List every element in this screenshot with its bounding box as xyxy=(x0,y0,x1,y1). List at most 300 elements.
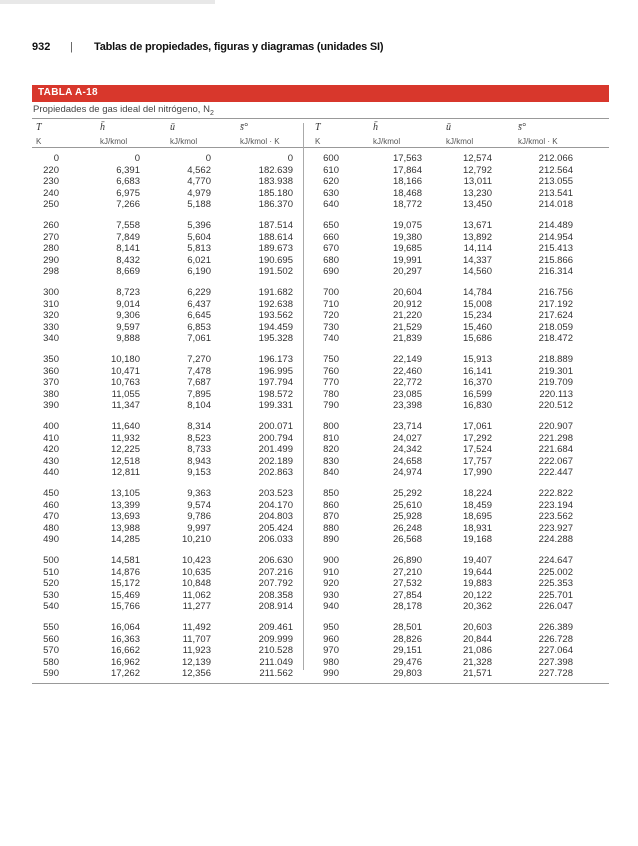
table-cell-t: 500 xyxy=(43,555,59,566)
table-cell-s: 191.682 xyxy=(258,287,293,298)
table-cell-s: 195.328 xyxy=(258,333,293,344)
table-cell-u2: 17,757 xyxy=(462,455,492,467)
table-cell-u: 8,943 xyxy=(187,455,211,467)
page-number: 932 xyxy=(32,41,51,53)
table-cell-u2: 15,008 xyxy=(462,298,492,310)
top-edge-bar xyxy=(0,0,215,4)
table-cell-h: 7,849 xyxy=(116,231,140,243)
table-cell-s2: 223.927 xyxy=(538,522,573,534)
table-cell-u2: 19,407 xyxy=(462,555,492,566)
table-cell-s: 191.502 xyxy=(258,266,293,277)
header-top-rule xyxy=(32,118,609,119)
table-cell-s: 187.514 xyxy=(258,220,293,231)
table-cell-u2: 20,362 xyxy=(462,601,492,612)
table-cell-t2: 650 xyxy=(323,220,339,231)
header-unit-h2: kJ/kmol xyxy=(373,137,401,146)
table-cell-h2: 19,685 xyxy=(392,243,422,254)
table-cell-h2: 26,248 xyxy=(392,522,422,534)
table-cell-t: 380 xyxy=(43,388,59,400)
table-cell-s2: 214.489 xyxy=(538,220,573,231)
table-cell-u2: 20,122 xyxy=(462,589,492,601)
table-cell-h2: 21,220 xyxy=(392,310,422,321)
table-cell-t: 298 xyxy=(43,266,59,277)
table-cell-h: 8,432 xyxy=(116,254,140,266)
table-cell-h: 11,640 xyxy=(111,421,140,432)
table-caption xyxy=(33,104,214,117)
table-cell-t: 530 xyxy=(43,589,59,601)
table-cell-u: 7,270 xyxy=(187,354,211,365)
table-cell-u2: 16,599 xyxy=(462,388,492,400)
table-cell-h: 16,064 xyxy=(110,622,140,633)
table-cell-u: 11,492 xyxy=(182,622,211,633)
table-cell-h: 13,399 xyxy=(110,499,140,511)
table-cell-t2: 940 xyxy=(323,601,339,612)
table-cell-h: 11,932 xyxy=(111,432,140,444)
table-cell-u2: 16,370 xyxy=(462,377,492,388)
table-cell-u: 10,210 xyxy=(181,534,211,545)
table-cell-h: 6,975 xyxy=(116,187,140,199)
table-cell-s: 190.695 xyxy=(258,254,293,266)
table-cell-s: 209.461 xyxy=(258,622,293,633)
table-cell-u2: 18,459 xyxy=(462,499,492,511)
table-cell-t: 370 xyxy=(43,377,59,388)
table-cell-h2: 28,826 xyxy=(392,633,422,645)
table-cell-u: 6,853 xyxy=(187,321,211,333)
table-cell-s2: 222.447 xyxy=(538,467,573,478)
table-cell-t: 560 xyxy=(43,633,59,645)
table-cell-u2: 17,524 xyxy=(462,444,492,455)
table-cell-h2: 29,151 xyxy=(392,645,422,656)
running-header xyxy=(32,41,383,53)
table-cell-t: 320 xyxy=(43,310,59,321)
table-cell-h: 9,597 xyxy=(116,321,140,333)
table-cell-h2: 21,839 xyxy=(392,333,422,344)
table-cell-u: 6,645 xyxy=(187,310,211,321)
table-cell-t: 330 xyxy=(43,321,59,333)
table-cell-h: 15,766 xyxy=(110,601,140,612)
table-cell-t: 490 xyxy=(43,534,59,545)
table-cell-h2: 27,210 xyxy=(392,566,422,578)
table-cell-u: 11,923 xyxy=(182,645,211,656)
table-cell-u2: 12,792 xyxy=(462,164,492,176)
table-cell-h2: 27,532 xyxy=(392,578,422,589)
table-cell-t: 550 xyxy=(43,622,59,633)
table-cell-t: 410 xyxy=(43,432,59,444)
table-cell-u: 8,104 xyxy=(187,400,211,411)
table-cell-s: 211.049 xyxy=(259,656,293,668)
table-cell-t2: 770 xyxy=(323,377,339,388)
table-cell-s2: 220.512 xyxy=(538,400,573,411)
table-cell-s2: 214.018 xyxy=(538,199,573,210)
table-cell-u: 12,356 xyxy=(181,668,211,679)
table-cell-u2: 18,695 xyxy=(462,511,492,522)
table-caption-text: Propiedades de gas ideal del nitrógeno, N xyxy=(33,104,210,115)
table-cell-u2: 20,603 xyxy=(462,622,492,633)
table-cell-t2: 760 xyxy=(323,365,339,377)
table-cell-t2: 680 xyxy=(323,254,339,266)
table-cell-t: 480 xyxy=(43,522,59,534)
table-cell-s2: 216.314 xyxy=(538,266,573,277)
table-cell-s: 0 xyxy=(287,153,293,164)
table-cell-h: 13,988 xyxy=(110,522,140,534)
table-cell-t: 250 xyxy=(43,199,59,210)
table-cell-u: 4,770 xyxy=(187,176,211,187)
table-cell-h: 6,391 xyxy=(116,164,140,176)
caption-subscript: 2 xyxy=(209,109,214,117)
table-cell-u2: 15,913 xyxy=(462,354,492,365)
table-cell-u2: 17,990 xyxy=(462,467,492,478)
table-cell-t2: 840 xyxy=(323,467,339,478)
header-unit-u: kJ/kmol xyxy=(170,137,198,146)
table-cell-u2: 19,644 xyxy=(462,566,492,578)
table-cell-s2: 223.194 xyxy=(538,499,573,511)
table-cell-s2: 213.055 xyxy=(538,176,573,187)
table-cell-u: 9,786 xyxy=(187,511,211,522)
table-cell-s: 197.794 xyxy=(258,377,293,388)
table-cell-u: 10,423 xyxy=(181,555,211,566)
table-cell-s: 205.424 xyxy=(258,522,293,534)
table-cell-h2: 25,928 xyxy=(392,511,422,522)
header-symbol-h: h̄ xyxy=(100,122,105,133)
table-cell-h2: 25,610 xyxy=(392,499,422,511)
table-cell-t: 390 xyxy=(43,400,59,411)
table-cell-u2: 18,224 xyxy=(462,488,492,499)
table-cell-u2: 13,011 xyxy=(463,176,492,187)
table-cell-h2: 24,974 xyxy=(392,467,422,478)
table-cell-h2: 27,854 xyxy=(392,589,422,601)
table-cell-h: 15,469 xyxy=(110,589,140,601)
table-cell-s: 203.523 xyxy=(258,488,293,499)
table-cell-h2: 29,476 xyxy=(392,656,422,668)
table-cell-s: 196.173 xyxy=(258,354,293,365)
table-cell-h: 11,055 xyxy=(111,388,140,400)
table-cell-h2: 26,890 xyxy=(392,555,422,566)
table-cell-s2: 220.907 xyxy=(538,421,573,432)
table-cell-t2: 710 xyxy=(323,298,339,310)
table-cell-s2: 218.889 xyxy=(538,354,573,365)
table-cell-t: 420 xyxy=(43,444,59,455)
table-cell-t2: 640 xyxy=(323,199,339,210)
table-cell-t2: 820 xyxy=(323,444,339,455)
table-cell-h: 10,471 xyxy=(110,365,140,377)
table-cell-u2: 16,830 xyxy=(462,400,492,411)
table-cell-t2: 880 xyxy=(323,522,339,534)
table-cell-h2: 25,292 xyxy=(392,488,422,499)
table-cell-h2: 20,912 xyxy=(392,298,422,310)
table-cell-s: 204.803 xyxy=(258,511,293,522)
table-cell-h: 12,225 xyxy=(110,444,140,455)
table-cell-h: 6,683 xyxy=(116,176,140,187)
table-cell-u: 10,635 xyxy=(181,566,211,578)
table-cell-h2: 24,658 xyxy=(392,455,422,467)
table-cell-h: 11,347 xyxy=(111,400,140,411)
table-cell-h: 13,105 xyxy=(110,488,140,499)
table-cell-u: 4,562 xyxy=(187,164,211,176)
table-cell-u: 9,997 xyxy=(187,522,211,534)
table-cell-t2: 630 xyxy=(323,187,339,199)
table-cell-u: 5,188 xyxy=(187,199,211,210)
table-cell-h2: 18,166 xyxy=(392,176,422,187)
table-cell-u: 8,314 xyxy=(187,421,211,432)
header-separator: | xyxy=(70,41,73,53)
table-cell-t2: 730 xyxy=(323,321,339,333)
table-cell-u: 11,707 xyxy=(182,633,211,645)
table-cell-s: 196.995 xyxy=(258,365,293,377)
table-cell-s2: 215.413 xyxy=(538,243,573,254)
table-cell-s2: 217.624 xyxy=(538,310,573,321)
table-cell-s2: 227.398 xyxy=(538,656,573,668)
table-cell-s: 200.071 xyxy=(258,421,293,432)
header-unit-h: kJ/kmol xyxy=(100,137,128,146)
header-unit-t: K xyxy=(36,137,42,146)
table-cell-h: 0 xyxy=(134,153,140,164)
table-cell-t: 360 xyxy=(43,365,59,377)
table-cell-t2: 800 xyxy=(323,421,339,432)
table-cell-s2: 213.541 xyxy=(538,187,573,199)
table-cell-t2: 990 xyxy=(323,668,339,679)
table-cell-h2: 19,075 xyxy=(392,220,422,231)
table-cell-t2: 860 xyxy=(323,499,339,511)
table-cell-t: 510 xyxy=(43,566,59,578)
table-cell-u: 6,229 xyxy=(187,287,211,298)
table-cell-s: 209.999 xyxy=(258,633,293,645)
table-cell-s2: 221.684 xyxy=(538,444,573,455)
table-cell-t: 340 xyxy=(43,333,59,344)
table-cell-s: 204.170 xyxy=(258,499,293,511)
table-cell-h2: 22,149 xyxy=(392,354,422,365)
table-cell-s: 188.614 xyxy=(258,231,293,243)
table-cell-s2: 226.389 xyxy=(538,622,573,633)
table-cell-h: 14,285 xyxy=(110,534,140,545)
table-cell-u2: 19,168 xyxy=(462,534,492,545)
table-cell-s2: 224.647 xyxy=(538,555,573,566)
table-cell-u2: 17,061 xyxy=(462,421,492,432)
table-cell-s: 210.528 xyxy=(258,645,293,656)
table-cell-t: 270 xyxy=(43,231,59,243)
table-cell-h: 17,262 xyxy=(110,668,140,679)
table-cell-h2: 21,529 xyxy=(392,321,422,333)
table-cell-u2: 13,450 xyxy=(462,199,492,210)
table-cell-t2: 810 xyxy=(323,432,339,444)
table-cell-h: 7,558 xyxy=(116,220,140,231)
table-cell-s: 208.358 xyxy=(258,589,293,601)
table-cell-s2: 225.701 xyxy=(538,589,573,601)
table-cell-h2: 20,604 xyxy=(392,287,422,298)
table-cell-t: 590 xyxy=(43,668,59,679)
table-cell-t2: 690 xyxy=(323,266,339,277)
table-cell-u2: 15,460 xyxy=(462,321,492,333)
table-cell-t: 460 xyxy=(43,499,59,511)
table-cell-s2: 222.067 xyxy=(538,455,573,467)
table-cell-t2: 610 xyxy=(323,164,339,176)
table-cell-t: 450 xyxy=(43,488,59,499)
table-cell-u: 6,190 xyxy=(187,266,211,277)
header-symbol-t2: T xyxy=(315,122,321,133)
table-cell-s: 202.863 xyxy=(258,467,293,478)
header-unit-t2: K xyxy=(315,137,321,146)
header-symbol-s2: s̄° xyxy=(518,122,526,133)
table-cell-t2: 750 xyxy=(323,354,339,365)
table-cell-t2: 960 xyxy=(323,633,339,645)
table-cell-h2: 17,563 xyxy=(392,153,422,164)
table-cell-h2: 19,380 xyxy=(392,231,422,243)
table-cell-t: 260 xyxy=(43,220,59,231)
table-cell-t: 230 xyxy=(43,176,59,187)
table-cell-t2: 950 xyxy=(323,622,339,633)
table-cell-s: 182.639 xyxy=(258,164,293,176)
table-cell-h2: 28,501 xyxy=(392,622,422,633)
table-cell-u2: 14,114 xyxy=(463,243,492,254)
table-cell-t2: 890 xyxy=(323,534,339,545)
header-symbol-t: T xyxy=(36,122,42,133)
table-cell-u: 4,979 xyxy=(187,187,211,199)
table-cell-h2: 28,178 xyxy=(392,601,422,612)
table-cell-u2: 14,784 xyxy=(462,287,492,298)
table-cell-s2: 220.113 xyxy=(539,388,573,400)
table-cell-s2: 225.353 xyxy=(538,578,573,589)
table-tag: TABLA A-18 xyxy=(38,87,98,98)
table-cell-h: 14,876 xyxy=(110,566,140,578)
column-block-separator xyxy=(303,123,304,670)
table-cell-h: 13,693 xyxy=(110,511,140,522)
table-cell-u: 11,277 xyxy=(182,601,211,612)
table-cell-t: 440 xyxy=(43,467,59,478)
table-cell-t2: 920 xyxy=(323,578,339,589)
table-cell-u2: 20,844 xyxy=(462,633,492,645)
table-cell-u2: 19,883 xyxy=(462,578,492,589)
table-cell-t2: 670 xyxy=(323,243,339,254)
table-cell-s2: 223.562 xyxy=(538,511,573,522)
table-cell-s2: 212.066 xyxy=(538,153,573,164)
table-cell-h2: 19,991 xyxy=(392,254,422,266)
table-cell-t2: 870 xyxy=(323,511,339,522)
table-cell-u2: 12,574 xyxy=(462,153,492,164)
table-cell-t: 240 xyxy=(43,187,59,199)
table-cell-h: 16,962 xyxy=(110,656,140,668)
table-cell-s: 186.370 xyxy=(258,199,293,210)
table-cell-t2: 620 xyxy=(323,176,339,187)
table-cell-h: 12,518 xyxy=(110,455,140,467)
table-cell-u2: 13,892 xyxy=(462,231,492,243)
table-cell-u2: 21,571 xyxy=(462,668,492,679)
table-cell-u: 5,396 xyxy=(187,220,211,231)
table-cell-t2: 910 xyxy=(323,566,339,578)
table-cell-t2: 790 xyxy=(323,400,339,411)
table-cell-t2: 660 xyxy=(323,231,339,243)
table-cell-h2: 26,568 xyxy=(392,534,422,545)
table-cell-s2: 227.728 xyxy=(538,668,573,679)
table-cell-s: 207.792 xyxy=(258,578,293,589)
table-cell-h: 8,669 xyxy=(116,266,140,277)
table-cell-t2: 700 xyxy=(323,287,339,298)
table-cell-t2: 970 xyxy=(323,645,339,656)
table-cell-t: 280 xyxy=(43,243,59,254)
table-cell-u2: 13,230 xyxy=(462,187,492,199)
table-cell-s: 207.216 xyxy=(258,566,293,578)
table-cell-t2: 740 xyxy=(323,333,339,344)
table-cell-h2: 18,468 xyxy=(392,187,422,199)
table-cell-u2: 18,931 xyxy=(462,522,492,534)
table-tag-bar xyxy=(32,85,609,102)
table-cell-u2: 14,560 xyxy=(462,266,492,277)
table-cell-h2: 23,398 xyxy=(392,400,422,411)
table-cell-t: 520 xyxy=(43,578,59,589)
table-cell-s: 206.033 xyxy=(258,534,293,545)
table-cell-h2: 22,460 xyxy=(392,365,422,377)
table-cell-u: 8,733 xyxy=(187,444,211,455)
table-cell-t: 290 xyxy=(43,254,59,266)
table-cell-s: 183.938 xyxy=(258,176,293,187)
table-cell-t2: 600 xyxy=(323,153,339,164)
table-cell-h: 9,014 xyxy=(116,298,140,310)
table-cell-t: 430 xyxy=(43,455,59,467)
table-cell-t2: 850 xyxy=(323,488,339,499)
table-cell-u: 5,813 xyxy=(187,243,211,254)
header-unit-s2: kJ/kmol · K xyxy=(518,137,558,146)
header-unit-s: kJ/kmol · K xyxy=(240,137,280,146)
table-cell-s2: 225.002 xyxy=(538,566,573,578)
table-cell-t: 580 xyxy=(43,656,59,668)
table-cell-h: 14,581 xyxy=(110,555,140,566)
table-cell-t: 310 xyxy=(43,298,59,310)
table-cell-u: 7,478 xyxy=(187,365,211,377)
table-cell-u: 9,574 xyxy=(187,499,211,511)
table-cell-t2: 780 xyxy=(323,388,339,400)
table-cell-t: 220 xyxy=(43,164,59,176)
header-unit-u2: kJ/kmol xyxy=(446,137,474,146)
table-cell-t2: 930 xyxy=(323,589,339,601)
table-cell-s2: 218.059 xyxy=(538,321,573,333)
table-cell-s2: 218.472 xyxy=(538,333,573,344)
table-cell-u: 5,604 xyxy=(187,231,211,243)
table-cell-h: 8,723 xyxy=(116,287,140,298)
table-cell-u: 10,848 xyxy=(181,578,211,589)
table-cell-s: 200.794 xyxy=(258,432,293,444)
table-cell-t: 350 xyxy=(43,354,59,365)
table-cell-s2: 221.298 xyxy=(538,432,573,444)
table-cell-u: 7,687 xyxy=(187,377,211,388)
table-cell-s: 193.562 xyxy=(258,310,293,321)
table-cell-s2: 215.866 xyxy=(538,254,573,266)
table-cell-u2: 21,086 xyxy=(462,645,492,656)
table-cell-s: 189.673 xyxy=(258,243,293,254)
table-cell-s2: 224.288 xyxy=(538,534,573,545)
table-cell-s2: 226.047 xyxy=(538,601,573,612)
table-cell-s2: 219.301 xyxy=(538,365,573,377)
table-cell-t: 570 xyxy=(43,645,59,656)
table-cell-t: 400 xyxy=(43,421,59,432)
table-cell-t: 300 xyxy=(43,287,59,298)
table-cell-h2: 22,772 xyxy=(392,377,422,388)
table-cell-s2: 216.756 xyxy=(538,287,573,298)
table-cell-s2: 227.064 xyxy=(538,645,573,656)
table-cell-s: 202.189 xyxy=(258,455,293,467)
table-cell-u: 11,062 xyxy=(182,589,211,601)
table-cell-t2: 900 xyxy=(323,555,339,566)
table-cell-u: 9,153 xyxy=(187,467,211,478)
table-cell-t: 540 xyxy=(43,601,59,612)
table-cell-t2: 720 xyxy=(323,310,339,321)
table-cell-s2: 214.954 xyxy=(538,231,573,243)
table-cell-t2: 830 xyxy=(323,455,339,467)
table-cell-s: 208.914 xyxy=(258,601,293,612)
table-cell-u: 6,437 xyxy=(187,298,211,310)
table-cell-s2: 212.564 xyxy=(538,164,573,176)
table-cell-h: 9,306 xyxy=(116,310,140,321)
table-cell-s2: 222.822 xyxy=(538,488,573,499)
table-cell-u: 7,895 xyxy=(187,388,211,400)
table-cell-u: 7,061 xyxy=(187,333,211,344)
